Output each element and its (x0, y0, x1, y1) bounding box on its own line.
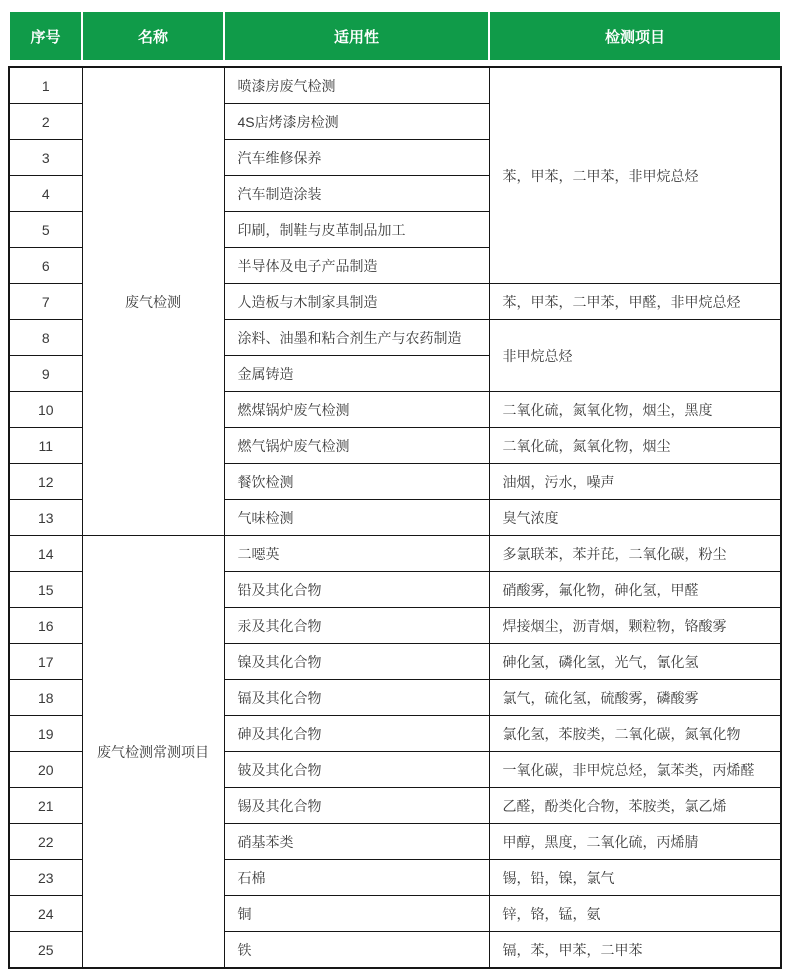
seq-cell: 1 (9, 67, 82, 104)
items-cell: 二氧化硫，氮氧化物，烟尘 (489, 428, 781, 464)
seq-cell: 11 (9, 428, 82, 464)
seq-cell: 2 (9, 104, 82, 140)
items-cell: 油烟，污水，噪声 (489, 464, 781, 500)
table-header (8, 10, 782, 62)
applicability-cell: 气味检测 (224, 500, 489, 536)
table-row (9, 536, 781, 572)
seq-cell: 9 (9, 356, 82, 392)
seq-cell: 6 (9, 248, 82, 284)
table-body (9, 67, 781, 968)
applicability-cell: 铁 (224, 932, 489, 969)
items-cell: 多氯联苯，苯并芘，二氧化碳，粉尘 (489, 536, 781, 572)
items-cell: 苯，甲苯，二甲苯，非甲烷总烃 (489, 67, 781, 284)
applicability-cell: 硝基苯类 (224, 824, 489, 860)
applicability-cell: 人造板与木制家具制造 (224, 284, 489, 320)
seq-cell: 7 (9, 284, 82, 320)
applicability-cell: 汽车制造涂装 (224, 176, 489, 212)
seq-cell: 18 (9, 680, 82, 716)
seq-cell: 5 (9, 212, 82, 248)
items-cell: 镉，苯，甲苯，二甲苯 (489, 932, 781, 969)
seq-cell: 19 (9, 716, 82, 752)
seq-cell: 14 (9, 536, 82, 572)
applicability-cell: 燃气锅炉废气检测 (224, 428, 489, 464)
applicability-cell: 餐饮检测 (224, 464, 489, 500)
seq-cell: 24 (9, 896, 82, 932)
seq-cell: 20 (9, 752, 82, 788)
column-header-seq: 序号 (9, 11, 82, 61)
seq-cell: 15 (9, 572, 82, 608)
applicability-cell: 涂料、油墨和粘合剂生产与农药制造 (224, 320, 489, 356)
items-cell: 臭气浓度 (489, 500, 781, 536)
name-group-cell: 废气检测常测项目 (82, 536, 224, 969)
applicability-cell: 镉及其化合物 (224, 680, 489, 716)
applicability-cell: 锡及其化合物 (224, 788, 489, 824)
items-cell: 苯，甲苯，二甲苯，甲醛，非甲烷总烃 (489, 284, 781, 320)
applicability-cell: 铅及其化合物 (224, 572, 489, 608)
items-cell: 氯化氢，苯胺类，二氧化碳，氮氧化物 (489, 716, 781, 752)
seq-cell: 3 (9, 140, 82, 176)
applicability-cell: 半导体及电子产品制造 (224, 248, 489, 284)
column-header-name: 名称 (82, 11, 224, 61)
name-group-cell: 废气检测 (82, 67, 224, 536)
items-cell: 锡，铅，镍，氯气 (489, 860, 781, 896)
column-header-items: 检测项目 (489, 11, 781, 61)
applicability-cell: 燃煤锅炉废气检测 (224, 392, 489, 428)
items-cell: 锌，铬，锰，氨 (489, 896, 781, 932)
applicability-cell: 4S店烤漆房检测 (224, 104, 489, 140)
seq-cell: 22 (9, 824, 82, 860)
items-cell: 一氧化碳，非甲烷总烃，氯苯类，丙烯醛 (489, 752, 781, 788)
items-cell: 焊接烟尘，沥青烟，颗粒物，铬酸雾 (489, 608, 781, 644)
applicability-cell: 金属铸造 (224, 356, 489, 392)
table-body-table (8, 66, 782, 969)
applicability-cell: 铜 (224, 896, 489, 932)
applicability-cell: 汽车维修保养 (224, 140, 489, 176)
applicability-cell: 铍及其化合物 (224, 752, 489, 788)
items-cell: 硝酸雾，氟化物，砷化氢，甲醛 (489, 572, 781, 608)
applicability-cell: 砷及其化合物 (224, 716, 489, 752)
applicability-cell: 石棉 (224, 860, 489, 896)
seq-cell: 23 (9, 860, 82, 896)
items-cell: 乙醛，酚类化合物，苯胺类，氯乙烯 (489, 788, 781, 824)
seq-cell: 12 (9, 464, 82, 500)
applicability-cell: 喷漆房废气检测 (224, 67, 489, 104)
seq-cell: 10 (9, 392, 82, 428)
seq-cell: 16 (9, 608, 82, 644)
items-cell: 砷化氢，磷化氢，光气，氰化氢 (489, 644, 781, 680)
applicability-cell: 印刷，制鞋与皮革制品加工 (224, 212, 489, 248)
seq-cell: 25 (9, 932, 82, 969)
items-cell: 甲醇，黑度，二氧化硫，丙烯腈 (489, 824, 781, 860)
applicability-cell: 汞及其化合物 (224, 608, 489, 644)
table-row (9, 67, 781, 104)
header-row (9, 11, 781, 61)
seq-cell: 8 (9, 320, 82, 356)
seq-cell: 13 (9, 500, 82, 536)
applicability-cell: 二噁英 (224, 536, 489, 572)
items-cell: 二氧化硫，氮氧化物，烟尘，黑度 (489, 392, 781, 428)
seq-cell: 17 (9, 644, 82, 680)
column-header-applicability: 适用性 (224, 11, 489, 61)
items-cell: 非甲烷总烃 (489, 320, 781, 392)
seq-cell: 21 (9, 788, 82, 824)
seq-cell: 4 (9, 176, 82, 212)
items-cell: 氯气，硫化氢，硫酸雾，磷酸雾 (489, 680, 781, 716)
applicability-cell: 镍及其化合物 (224, 644, 489, 680)
